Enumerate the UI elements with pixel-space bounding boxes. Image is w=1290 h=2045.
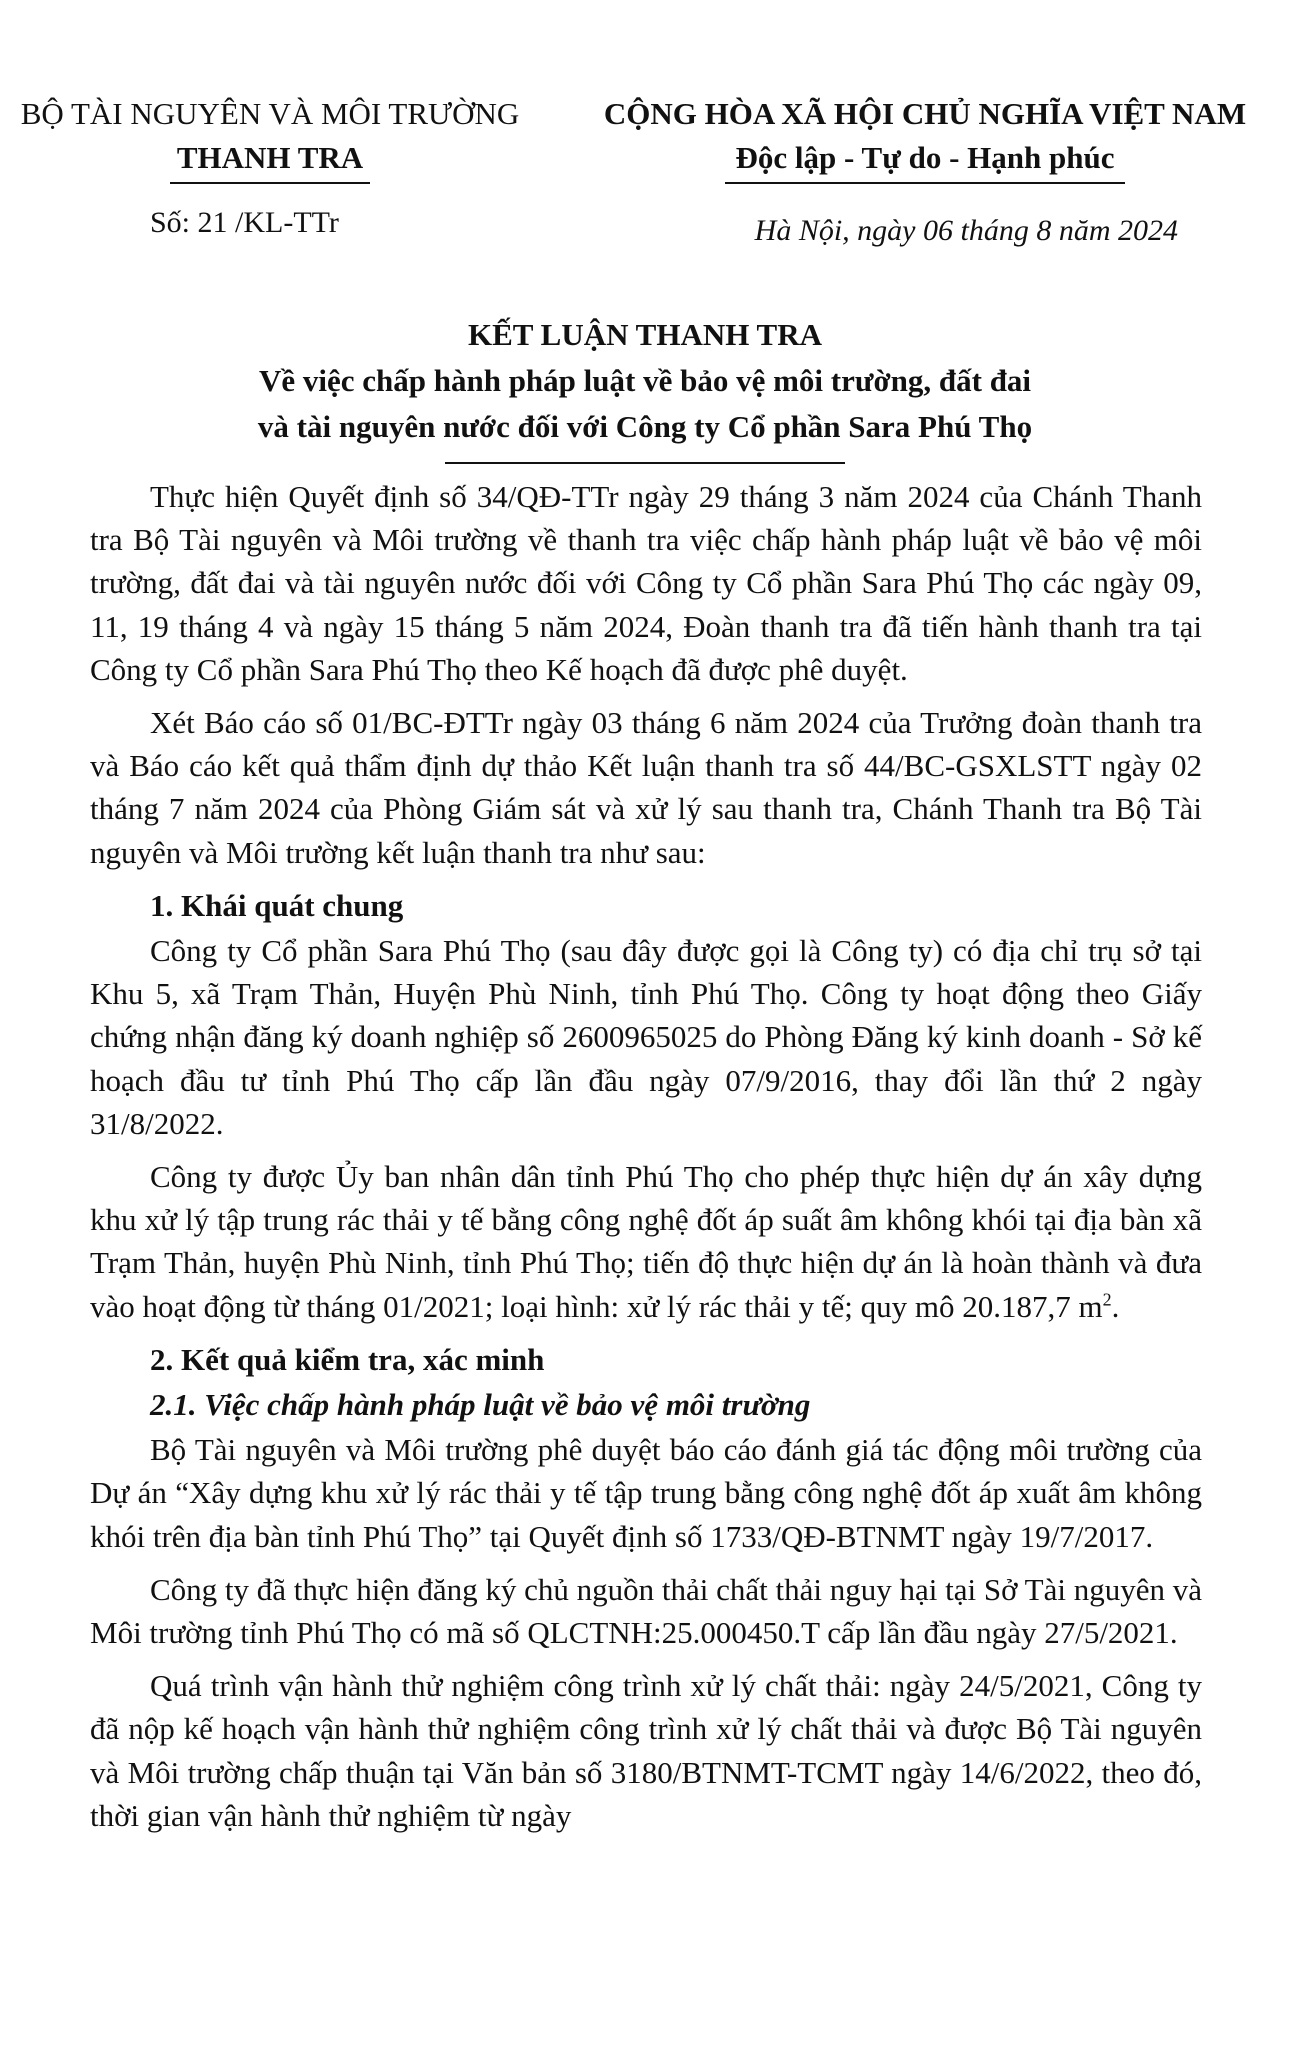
document-date: Hà Nội, ngày 06 tháng 8 năm 2024	[754, 214, 1178, 247]
document-title: KẾT LUẬN THANH TRA	[467, 317, 822, 352]
paragraph-5: Bộ Tài nguyên và Môi trường phê duyệt báo cáo đánh giá tác động môi trường của Dự án “Xây dựng khu xử lý rác thải y tế tập trung bằng công nghệ đốt áp xuất âm không khói trên địa bàn tỉnh Phú Thọ” tại Quyết định số 1733/QĐ-BTNMT ngày 19/7/2017.	[90, 1432, 1202, 1554]
agency-underline	[170, 182, 370, 184]
paragraph-4-end: .	[1111, 1288, 1120, 1324]
paragraph-7: Quá trình vận hành thử nghiệm công trình xử lý chất thải: ngày 24/5/2021, Công ty đã nộp kế hoạch vận hành thử nghiệm công trình xử lý chất thải và được Bộ Tài nguyên và Môi trường chấp thuận tại Văn bản số 3180/BTNMT-TCMT ngày 14/6/2022, theo đó, thời gian vận hành thử nghiệm từ ngày	[90, 1668, 1202, 1833]
ministry-name: BỘ TÀI NGUYÊN VÀ MÔI TRƯỜNG	[20, 96, 520, 131]
paragraph-6: Công ty đã thực hiện đăng ký chủ nguồn thải chất thải nguy hại tại Sở Tài nguyên và Môi trường tỉnh Phú Thọ có mã số QLCTNH:25.000450.T cấp lần đầu ngày 27/5/2021.	[90, 1571, 1202, 1651]
agency-name: THANH TRA	[176, 140, 364, 175]
issuer-header	[0, 92, 540, 184]
title-divider	[445, 462, 845, 464]
paragraph-4	[90, 1155, 1202, 1328]
paragraph-2: Xét Báo cáo số 01/BC-ĐTTr ngày 03 tháng 6 năm 2024 của Trưởng đoàn thanh tra và Báo cáo kết quả thẩm định dự thảo Kết luận thanh tra số 44/BC-GSXLSTT ngày 02 tháng 7 năm 2024 của Phòng Giám sát và xử lý sau thanh tra, Chánh Thanh tra Bộ Tài nguyên và Môi trường kết luận thanh tra như sau:	[90, 705, 1202, 870]
subsection-heading-2-1: 2.1. Việc chấp hành pháp luật về bảo vệ môi trường	[150, 1387, 811, 1423]
document-subtitle-line-1: Về việc chấp hành pháp luật về bảo vệ môi trường, đất đai	[258, 363, 1032, 398]
document-number: Số: 21 /KL-TTr	[150, 206, 339, 239]
document-body	[90, 475, 1202, 1847]
paragraph-4-text: Công ty được Ủy ban nhân dân tỉnh Phú Thọ cho phép thực hiện dự án xây dựng khu xử lý tập trung rác thải y tế bằng công nghệ đốt áp suất âm không khói tại địa bàn xã Trạm Thản, huyện Phù Ninh, tỉnh Phú Thọ; tiến độ thực hiện dự án là hoàn thành và đưa vào hoạt động từ tháng 01/2021; loại hình: xử lý rác thải y tế; quy mô 20.187,7 m	[90, 1159, 1202, 1324]
motto-underline	[725, 182, 1125, 184]
country-name: CỘNG HÒA XÃ HỘI CHỦ NGHĨA VIỆT NAM	[603, 96, 1247, 131]
document-title-block	[0, 312, 1290, 464]
area-unit-exponent: 2	[1102, 1289, 1112, 1310]
section-heading-1: 1. Khái quát chung	[150, 887, 404, 923]
paragraph-1: Thực hiện Quyết định số 34/QĐ-TTr ngày 29 tháng 3 năm 2024 của Chánh Thanh tra Bộ Tài nguyên và Môi trường về thanh tra việc chấp hành pháp luật về bảo vệ môi trường, đất đai và tài nguyên nước đối với Công ty Cổ phần Sara Phú Thọ các ngày 09, 11, 19 tháng 4 và ngày 15 tháng 5 năm 2024, Đoàn thanh tra đã tiến hành thanh tra tại Công ty Cổ phần Sara Phú Thọ theo Kế hoạch đã được phê duyệt.	[90, 479, 1202, 687]
paragraph-3: Công ty Cổ phần Sara Phú Thọ (sau đây được gọi là Công ty) có địa chỉ trụ sở tại Khu 5, xã Trạm Thản, Huyện Phù Ninh, tỉnh Phú Thọ. Công ty hoạt động theo Giấy chứng nhận đăng ký doanh nghiệp số 2600965025 do Phòng Đăng ký kinh doanh - Sở kế hoạch đầu tư tỉnh Phú Thọ cấp lần đầu ngày 07/9/2016, thay đổi lần thứ 2 ngày 31/8/2022.	[90, 933, 1202, 1141]
section-heading-2: 2. Kết quả kiểm tra, xác minh	[150, 1341, 545, 1377]
national-motto: Độc lập - Tự do - Hạnh phúc	[735, 140, 1115, 175]
document-subtitle-line-2: và tài nguyên nước đối với Công ty Cổ phần Sara Phú Thọ	[257, 409, 1033, 444]
national-header	[575, 92, 1275, 184]
